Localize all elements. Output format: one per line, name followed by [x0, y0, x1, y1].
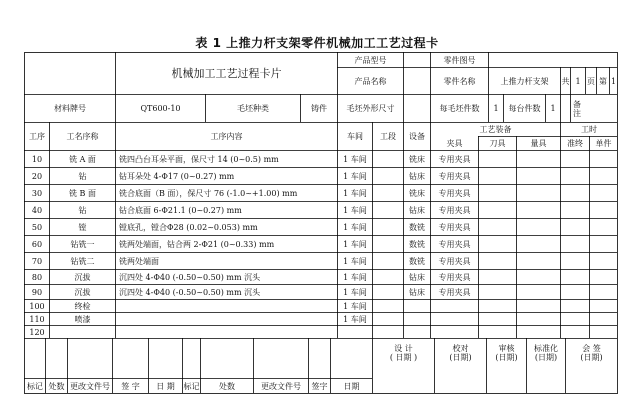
- part-name-value: 上推力杆支架: [500, 76, 549, 86]
- sig-mark: 标记: [27, 381, 43, 391]
- op-fixture: 专用夹具: [438, 287, 471, 297]
- op-workshop: 1 车间: [343, 239, 367, 249]
- op-no: 30: [31, 188, 43, 198]
- op-no: 100: [29, 301, 45, 311]
- countersign-date: (日期): [580, 353, 603, 362]
- col-gauge: 量具: [530, 139, 547, 148]
- op-equipment: 钻床: [409, 205, 425, 215]
- op-fixture: 专用夹具: [438, 188, 471, 198]
- total-label: 共: [561, 76, 570, 86]
- proofread-date: (日期): [449, 353, 472, 362]
- op-workshop: 1 车间: [343, 188, 367, 198]
- op-content: 沉四处 4-Φ40 (-0.50~0.50) mm 沉头: [119, 287, 261, 297]
- material-label: 材料牌号: [54, 104, 86, 113]
- sig-change-doc: 更改文件号: [70, 381, 110, 391]
- sig-signature-2: 签字: [311, 381, 328, 391]
- design-date: ( 日期 ): [389, 353, 418, 362]
- op-fixture: 专用夹具: [438, 239, 471, 249]
- sig-count: 处数: [48, 381, 65, 391]
- op-name: 镗: [78, 222, 87, 232]
- countersign-cell: [566, 340, 617, 366]
- op-equipment: 数铣: [409, 222, 425, 232]
- design-cell: [373, 340, 434, 366]
- op-workshop: 1 车间: [343, 154, 367, 164]
- standardize-label: 标准化: [534, 344, 558, 353]
- col-op-name: 工名序称: [66, 132, 99, 141]
- standardize-cell: [527, 340, 565, 366]
- col-op-no: 工序: [29, 132, 45, 141]
- col-tooling: 工艺装备: [479, 125, 512, 134]
- review-label: 审核: [498, 344, 515, 353]
- op-content: 铣两处端面: [119, 256, 159, 266]
- card-title: 机械加工工艺过程卡片: [171, 67, 282, 80]
- op-name: 钻: [78, 205, 87, 215]
- sig-change-doc-2: 更改文件号: [261, 381, 301, 391]
- design-label: 设 计: [394, 344, 413, 353]
- op-content: 铣四凸台耳朵平面，保尺寸 14 (0~0.5) mm: [119, 154, 279, 164]
- op-content: 沉四处 4-Φ40 (-0.50~0.50) mm 沉头: [119, 272, 261, 282]
- nth-label: 第: [599, 76, 607, 86]
- page-no: 1: [610, 76, 617, 86]
- op-workshop: 1 车间: [343, 301, 367, 311]
- proofread-cell: [435, 340, 486, 366]
- review-date: (日期): [495, 353, 518, 362]
- product-name-label: 产品名称: [354, 76, 387, 86]
- blank-size-label: 毛坯外形尺寸: [346, 104, 395, 113]
- sig-date: 日 期: [156, 381, 175, 391]
- op-no: 10: [31, 154, 43, 164]
- op-fixture: 专用夹具: [438, 272, 471, 282]
- op-content: 钻合底面 6-Φ21.1 (0~0.27) mm: [119, 205, 242, 215]
- sig-count-2: 处数: [219, 381, 235, 391]
- op-name: 沉拔: [74, 287, 91, 297]
- col-unit: 单件: [595, 139, 612, 148]
- op-fixture: 专用夹具: [438, 171, 471, 181]
- per-blank-value: 1: [493, 104, 499, 113]
- col-fixture: 夹具: [446, 139, 463, 148]
- op-equipment: 钻床: [409, 272, 425, 282]
- card-caption: 表 1 上推力杆支架零件机械加工工艺过程卡: [195, 36, 439, 50]
- op-name: 钻: [78, 171, 87, 181]
- op-no: 20: [31, 171, 43, 181]
- proofread-label: 校对: [452, 344, 469, 353]
- sig-date-2: 日期: [343, 381, 360, 391]
- op-workshop: 1 车间: [343, 314, 367, 324]
- op-equipment: 铣床: [409, 188, 425, 198]
- part-name-label: 零件名称: [443, 76, 476, 86]
- sig-signature: 签 字: [121, 381, 140, 391]
- per-blank-label: 每毛坯件数: [439, 104, 480, 113]
- op-workshop: 1 车间: [343, 272, 367, 282]
- op-no: 50: [31, 222, 43, 232]
- remark-label: 备注: [573, 99, 581, 118]
- op-fixture: 专用夹具: [438, 205, 471, 215]
- blank-type-label: 毛坯种类: [237, 104, 269, 113]
- op-fixture: 专用夹具: [438, 222, 471, 232]
- col-workshop: 车间: [347, 132, 363, 141]
- op-content: 铣两处端面，钻合两 2-Φ21 (0~0.33) mm: [119, 239, 275, 249]
- col-man-hours: 工时: [581, 125, 597, 134]
- op-content: 钻耳朵处 4-Φ17 (0~0.27) mm: [119, 171, 235, 181]
- op-content: 铣合底面（B 面），保尺寸 76 (-1.0~+1.00) mm: [119, 188, 298, 198]
- op-no: 60: [31, 239, 43, 249]
- product-model-label: 产品型号: [354, 55, 387, 65]
- op-name: 沉拔: [74, 272, 91, 282]
- page-unit: 页: [587, 76, 595, 86]
- standardize-date: (日期): [534, 353, 558, 362]
- op-no: 90: [31, 287, 43, 297]
- op-fixture: 专用夹具: [438, 154, 471, 164]
- op-equipment: 数铣: [409, 239, 425, 249]
- total-pages: 1: [575, 76, 581, 86]
- op-equipment: 钻床: [409, 171, 425, 181]
- op-name: 终检: [74, 301, 91, 311]
- op-workshop: 1 车间: [343, 171, 367, 181]
- sig-mark-2: 标记: [183, 381, 200, 391]
- col-equipment: 设备: [409, 132, 425, 141]
- col-cutter: 刀具: [489, 139, 506, 148]
- op-name: 铣 B 面: [69, 188, 96, 198]
- col-prep: 准终: [567, 139, 583, 148]
- op-name: 钻铣二: [70, 256, 95, 266]
- per-unit-value: 1: [550, 104, 556, 113]
- op-workshop: 1 车间: [343, 287, 367, 297]
- op-workshop: 1 车间: [343, 222, 367, 232]
- op-content: 镗底孔，镗合Φ28 (0.02~0.053) mm: [119, 222, 258, 232]
- op-equipment: 铣床: [409, 154, 425, 164]
- material-value: QT600-10: [140, 104, 181, 113]
- op-equipment: 数铣: [409, 256, 425, 266]
- countersign-label: 会 签: [582, 344, 601, 353]
- col-section: 工段: [380, 132, 396, 141]
- op-no: 40: [31, 205, 43, 215]
- op-fixture: 专用夹具: [438, 256, 471, 266]
- op-no: 70: [31, 256, 43, 266]
- blank-type-value: 铸件: [311, 104, 327, 113]
- op-workshop: 1 车间: [343, 205, 367, 215]
- col-op-content: 工序内容: [210, 132, 243, 141]
- op-no: 110: [29, 314, 45, 324]
- op-equipment: 钻床: [409, 287, 425, 297]
- review-cell: [487, 340, 526, 366]
- op-name: 喷漆: [74, 314, 91, 324]
- part-drawing-no-label: 零件图号: [443, 55, 476, 65]
- op-name: 钻铣一: [70, 239, 95, 249]
- op-name: 铣 A 面: [69, 154, 96, 164]
- per-unit-label: 每台件数: [508, 104, 541, 113]
- op-workshop: 1 车间: [343, 256, 367, 266]
- op-no: 80: [31, 272, 43, 282]
- op-no: 120: [29, 327, 45, 337]
